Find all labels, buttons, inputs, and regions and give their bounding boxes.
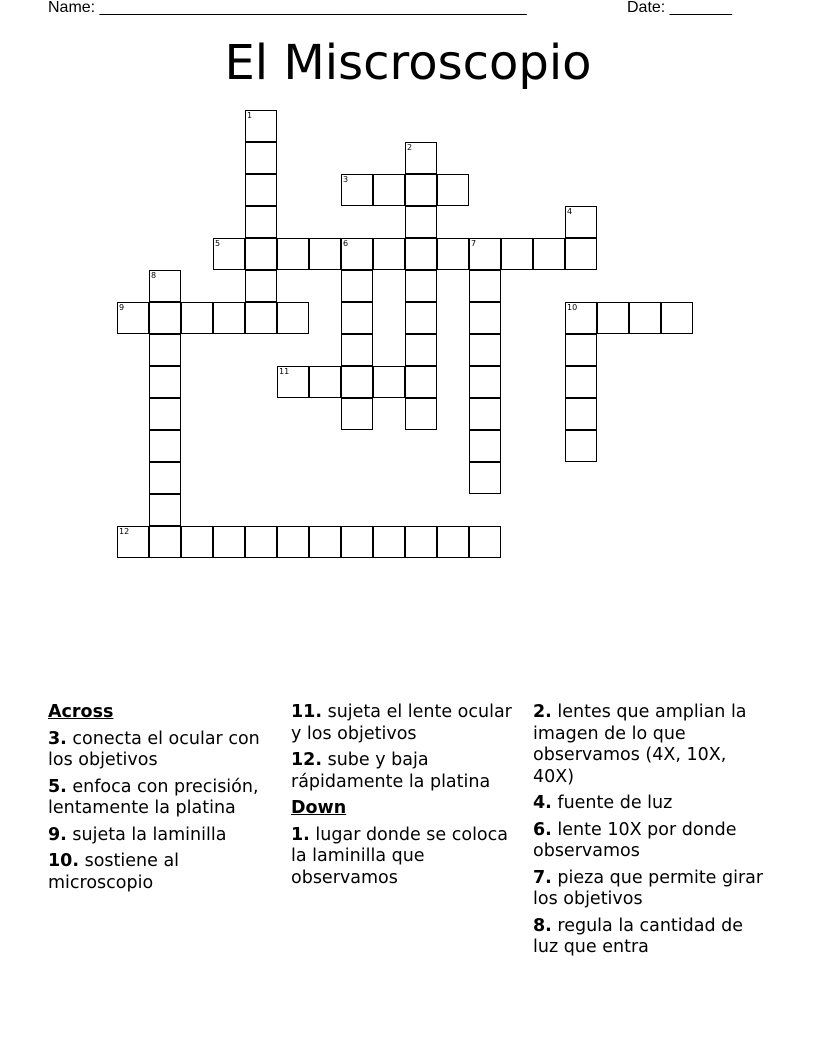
clue-text: sostiene al microscopio — [48, 851, 180, 893]
crossword-cell[interactable] — [309, 366, 341, 398]
cell-clue-number: 4 — [567, 207, 573, 216]
clue-column-1 — [48, 702, 284, 899]
clue-across-3 — [48, 729, 284, 772]
crossword-cell[interactable] — [469, 398, 501, 430]
crossword-cell[interactable] — [405, 398, 437, 430]
clue-text: fuente de luz — [557, 793, 673, 813]
cell-clue-number: 12 — [119, 527, 130, 536]
crossword-cell[interactable] — [437, 526, 469, 558]
clue-across-12 — [291, 750, 527, 793]
clue-number: 9. — [48, 824, 67, 845]
crossword-cell[interactable] — [373, 366, 405, 398]
crossword-cell[interactable] — [341, 334, 373, 366]
crossword-cell[interactable] — [117, 526, 149, 558]
clue-across-10 — [48, 851, 284, 894]
page-title: El Miscroscopio — [224, 35, 592, 91]
clue-down-4 — [533, 793, 769, 815]
crossword-cell[interactable] — [469, 238, 501, 270]
crossword-cell[interactable] — [149, 302, 181, 334]
crossword-cell[interactable] — [245, 174, 277, 206]
crossword-cell[interactable] — [469, 526, 501, 558]
clue-number: 4. — [533, 793, 552, 813]
crossword-cell[interactable] — [149, 462, 181, 494]
crossword-cell[interactable] — [469, 302, 501, 334]
clue-text: sujeta el lente ocular y los objetivos — [291, 702, 512, 744]
clue-number: 11. — [291, 702, 323, 722]
crossword-cell[interactable] — [341, 174, 373, 206]
crossword-cell[interactable] — [213, 302, 245, 334]
crossword-cell[interactable] — [469, 462, 501, 494]
crossword-cell[interactable] — [405, 302, 437, 334]
cell-clue-number: 8 — [151, 271, 157, 280]
name-field-label[interactable]: Name: ________________________________________________ — [48, 0, 527, 16]
clue-across-9 — [48, 825, 284, 847]
clue-number: 7. — [533, 867, 552, 888]
cell-clue-number: 1 — [247, 111, 253, 120]
crossword-cell[interactable] — [437, 238, 469, 270]
crossword-cell[interactable] — [565, 366, 597, 398]
clue-number: 1. — [291, 824, 310, 845]
crossword-cell[interactable] — [309, 238, 341, 270]
crossword-cell[interactable] — [373, 526, 405, 558]
clue-text: lentes que amplian la imagen de lo que observamos (4X, 10X, 40X) — [533, 702, 747, 787]
clue-number: 5. — [48, 776, 67, 797]
crossword-cell[interactable] — [341, 302, 373, 334]
crossword-cell[interactable] — [341, 238, 373, 270]
crossword-cell[interactable] — [565, 238, 597, 270]
clue-number: 2. — [533, 702, 552, 722]
clue-text: conecta el ocular con los objetivos — [48, 728, 260, 770]
clue-across-5 — [48, 777, 284, 820]
crossword-cell[interactable] — [341, 270, 373, 302]
crossword-cell[interactable] — [629, 302, 661, 334]
crossword-cell[interactable] — [181, 526, 213, 558]
clue-down-7 — [533, 868, 769, 911]
across-heading: Across — [48, 702, 114, 722]
crossword-cell[interactable] — [469, 430, 501, 462]
crossword-cell[interactable] — [405, 366, 437, 398]
crossword-cell[interactable] — [437, 174, 469, 206]
crossword-cell[interactable] — [117, 302, 149, 334]
crossword-cell[interactable] — [277, 366, 309, 398]
cell-clue-number: 10 — [567, 303, 578, 312]
clue-number: 6. — [533, 819, 552, 840]
crossword-cell[interactable] — [149, 366, 181, 398]
cell-clue-number: 9 — [119, 303, 125, 312]
crossword-cell[interactable] — [405, 270, 437, 302]
clue-text: sujeta la laminilla — [72, 824, 227, 845]
clue-down-6 — [533, 820, 769, 863]
clue-text: lente 10X por donde observamos — [533, 819, 737, 861]
cell-clue-number: 6 — [343, 239, 349, 248]
crossword-cell[interactable] — [149, 494, 181, 526]
crossword-cell[interactable] — [181, 302, 213, 334]
crossword-cell[interactable] — [277, 302, 309, 334]
crossword-cell[interactable] — [373, 238, 405, 270]
clue-number: 10. — [48, 851, 80, 871]
crossword-cell[interactable] — [245, 206, 277, 238]
crossword-cell[interactable] — [213, 238, 245, 270]
clue-number: 12. — [291, 750, 323, 770]
clue-text: regula la cantidad de luz que entra — [533, 915, 744, 957]
crossword-cell[interactable] — [405, 334, 437, 366]
clue-across-11 — [291, 702, 527, 745]
crossword-cell[interactable] — [533, 238, 565, 270]
crossword-cell[interactable] — [565, 398, 597, 430]
clue-text: sube y baja rápidamente la platina — [291, 750, 491, 792]
crossword-cell[interactable] — [373, 174, 405, 206]
clue-text: pieza que permite girar los objetivos — [533, 867, 764, 909]
crossword-cell[interactable] — [245, 270, 277, 302]
crossword-cell[interactable] — [341, 398, 373, 430]
clue-text: lugar donde se coloca la laminilla que observamos — [291, 824, 508, 888]
date-field-label[interactable]: Date: _______ — [627, 0, 732, 16]
crossword-cell[interactable] — [661, 302, 693, 334]
crossword-cell[interactable] — [405, 206, 437, 238]
crossword-cell[interactable] — [245, 142, 277, 174]
clue-text: enfoca con precisión, lentamente la platina — [48, 776, 259, 818]
crossword-cell[interactable] — [245, 302, 277, 334]
clue-column-3 — [533, 702, 769, 964]
clue-column-2 — [291, 702, 527, 894]
down-heading: Down — [291, 798, 347, 818]
crossword-cell[interactable] — [149, 430, 181, 462]
crossword-cell[interactable] — [149, 334, 181, 366]
crossword-cell[interactable] — [469, 270, 501, 302]
crossword-cell[interactable] — [341, 526, 373, 558]
crossword-cell[interactable] — [469, 366, 501, 398]
crossword-cell[interactable] — [469, 334, 501, 366]
crossword-cell[interactable] — [149, 398, 181, 430]
cell-clue-number: 11 — [279, 367, 290, 376]
crossword-cell[interactable] — [245, 526, 277, 558]
cell-clue-number: 5 — [215, 239, 221, 248]
cell-clue-number: 3 — [343, 175, 349, 184]
crossword-cell[interactable] — [149, 526, 181, 558]
crossword-cell[interactable] — [213, 526, 245, 558]
crossword-cell[interactable] — [277, 526, 309, 558]
cell-clue-number: 2 — [407, 143, 413, 152]
crossword-cell[interactable] — [341, 366, 373, 398]
clue-down-8 — [533, 916, 769, 959]
crossword-cell[interactable] — [501, 238, 533, 270]
crossword-cell[interactable] — [245, 110, 277, 142]
crossword-cell[interactable] — [277, 238, 309, 270]
crossword-cell[interactable] — [245, 238, 277, 270]
crossword-cell[interactable] — [405, 526, 437, 558]
crossword-cell[interactable] — [565, 302, 597, 334]
clue-number: 3. — [48, 728, 67, 749]
crossword-cell[interactable] — [405, 174, 437, 206]
crossword-cell[interactable] — [309, 526, 341, 558]
clue-number: 8. — [533, 915, 552, 936]
crossword-cell[interactable] — [565, 334, 597, 366]
crossword-cell[interactable] — [405, 142, 437, 174]
crossword-cell[interactable] — [597, 302, 629, 334]
cell-clue-number: 7 — [471, 239, 477, 248]
clue-down-2 — [533, 702, 769, 788]
clue-down-1 — [291, 825, 527, 890]
crossword-cell[interactable] — [565, 206, 597, 238]
crossword-cell[interactable] — [149, 270, 181, 302]
crossword-cell[interactable] — [405, 238, 437, 270]
crossword-cell[interactable] — [565, 430, 597, 462]
